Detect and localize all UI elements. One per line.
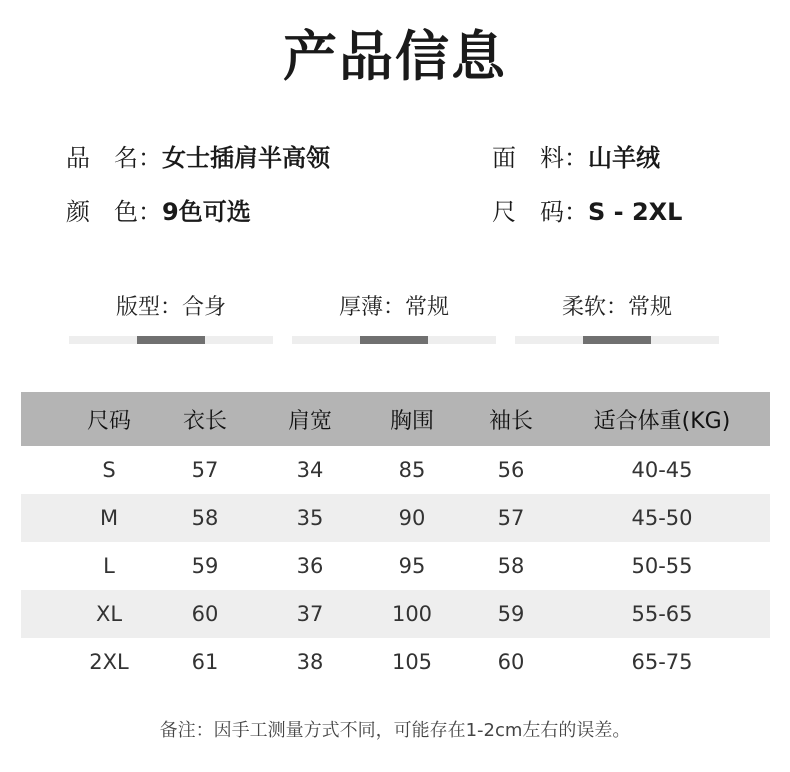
softness-meter-track: [515, 336, 719, 344]
table-cell: 35: [296, 506, 324, 530]
table-cell: S: [102, 458, 116, 482]
table-cell: 90: [398, 506, 426, 530]
table-cell: 34: [296, 458, 324, 482]
thickness-meter-track: [292, 336, 496, 344]
table-cell: 57: [497, 506, 525, 530]
fabric-row: [492, 138, 660, 173]
table-row: [21, 638, 770, 686]
table-cell: 100: [391, 602, 433, 626]
fit-meter-track: [69, 336, 273, 344]
table-cell: 65-75: [631, 650, 693, 674]
table-cell: 2XL: [89, 650, 129, 674]
table-cell: 105: [391, 650, 433, 674]
table-cell: L: [103, 554, 115, 578]
thickness-meter-label: 厚薄：常规: [338, 295, 449, 320]
header-sleeve: 袖长: [488, 408, 533, 434]
color-row: [66, 192, 251, 227]
header-size: 尺码: [86, 408, 131, 434]
size-row: [492, 192, 682, 227]
table-cell: 61: [191, 650, 219, 674]
product-name-label: 品 名：: [66, 144, 162, 172]
fabric-label: 面 料：: [492, 144, 588, 172]
table-cell: 58: [497, 554, 525, 578]
table-cell: 60: [191, 602, 219, 626]
table-row: [21, 446, 770, 494]
table-cell: 56: [497, 458, 525, 482]
size-label: 尺 码：: [492, 198, 588, 226]
color-value: 9色可选: [162, 198, 251, 226]
table-cell: 59: [191, 554, 219, 578]
product-name-value: 女士插肩半高领: [162, 144, 330, 172]
table-header-row: [21, 392, 770, 446]
thickness-meter-fill: [360, 336, 428, 344]
size-table: [21, 392, 770, 686]
softness-meter-label: 柔软：常规: [561, 295, 672, 320]
fabric-value: 山羊绒: [588, 144, 660, 172]
header-chest: 胸围: [389, 408, 434, 434]
table-cell: M: [99, 506, 119, 530]
table-cell: 95: [398, 554, 426, 578]
header-weight: 适合体重(KG): [593, 408, 731, 434]
measurement-note: 备注：因手工测量方式不同，可能存在1-2cm左右的误差。: [159, 720, 631, 741]
table-cell: 38: [296, 650, 324, 674]
fit-meter-fill: [137, 336, 205, 344]
header-length: 衣长: [182, 408, 227, 434]
product-name-row: [66, 138, 330, 173]
table-cell: 57: [191, 458, 219, 482]
fit-meter-label: 版型：合身: [115, 295, 226, 320]
color-label: 颜 色：: [66, 198, 162, 226]
table-cell: 85: [398, 458, 426, 482]
table-cell: 60: [497, 650, 525, 674]
page-title: 产品信息: [283, 25, 507, 88]
table-cell: 58: [191, 506, 219, 530]
table-cell: 36: [296, 554, 324, 578]
table-cell: 45-50: [631, 506, 693, 530]
table-cell: 40-45: [631, 458, 693, 482]
table-row: [21, 542, 770, 590]
table-cell: 37: [296, 602, 324, 626]
table-row: [21, 590, 770, 638]
table-cell: 55-65: [631, 602, 693, 626]
header-shoulder: 肩宽: [287, 408, 332, 434]
table-cell: XL: [95, 602, 123, 626]
table-cell: 50-55: [631, 554, 693, 578]
table-cell: 59: [497, 602, 525, 626]
size-value: S - 2XL: [588, 198, 683, 226]
table-row: [21, 494, 770, 542]
softness-meter-fill: [583, 336, 651, 344]
